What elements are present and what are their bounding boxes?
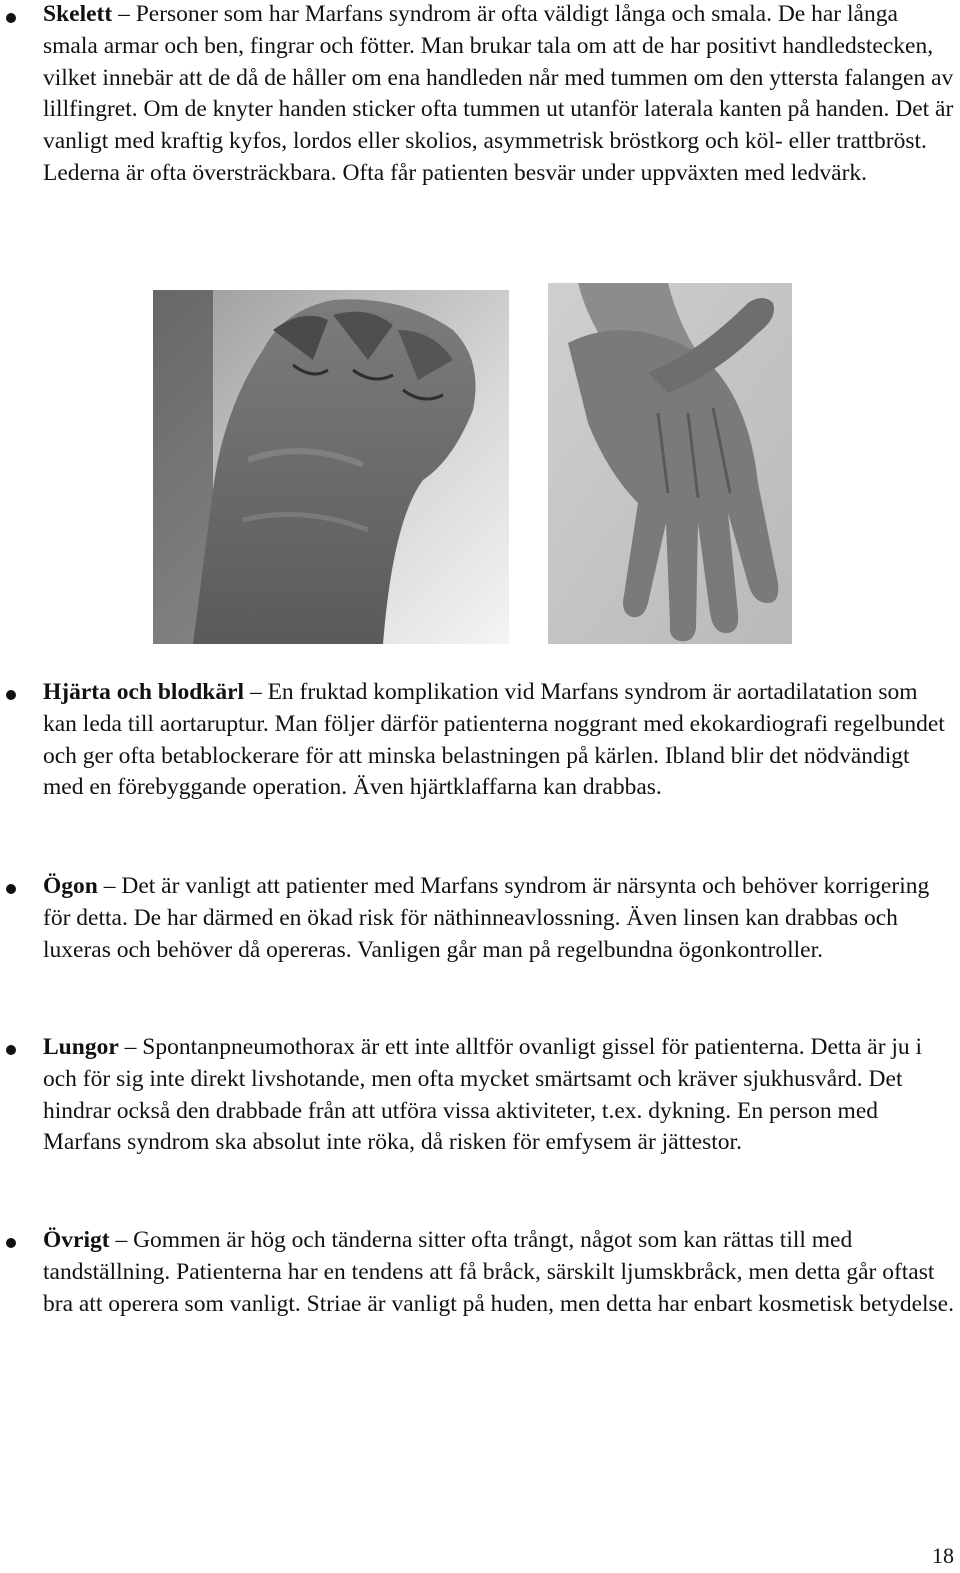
wrist-sign-photo xyxy=(548,283,792,644)
heading-dash: – xyxy=(112,1,136,27)
clenched-hand-photo xyxy=(153,290,509,644)
section-text xyxy=(43,1225,955,1320)
bullet-icon xyxy=(6,1045,16,1055)
section-body: Det är vanligt att patienter med Marfans syndrom är närsynta och behöver korrigering för detta. De har därmed en ökad risk för näthinneavlossning. Även linsen kan drabbas och luxeras och behöver då opereras. Vanligen går man på regelbundna ögonkontroller. xyxy=(43,873,930,963)
bullet-icon xyxy=(6,13,16,23)
bullet-icon xyxy=(6,690,16,700)
section-body: Gommen är hög och tänderna sitter ofta trångt, något som kan rättas till med tandställning. Patienterna har en tendens att få bråck, särskilt ljumskbråck, men detta går oftast bra att operera som vanligt. Striae är vanligt på huden, men detta har enbart kosmetisk betydelse. xyxy=(43,1227,954,1317)
section-heading: Skelett xyxy=(43,1,113,27)
section-body: Spontanpneumothorax är ett inte alltför ovanligt gissel för patienterna. Detta är ju i och för sig inte direkt livshotande, men ofta mycket smärtsamt och kräver sjukhusvård. Det hindrar också den drabbade från att utföra vissa aktiviteter, t.ex. dykning. En person med Marfans syndrom ska absolut inte röka, då risken för emfysem är jättestor. xyxy=(43,1034,923,1156)
heading-dash: – xyxy=(118,1034,143,1060)
heading-dash: – xyxy=(97,873,122,899)
heading-dash: – xyxy=(109,1227,134,1253)
section-body: En fruktad komplikation vid Marfans syndrom är aortadilatation som kan leda till aortaruptur. Man följer därför patienterna noggrant med ekokardiografi regelbundet och ger ofta betablockerare för att minska belastningen på kärlen. Ibland blir det nödvändigt med en förebyggande operation. Även hjärtklaffarna kan drabbas. xyxy=(43,679,945,801)
section-text xyxy=(43,0,955,190)
section-heading: Lungor xyxy=(43,1034,119,1060)
bullet-icon xyxy=(6,1238,16,1248)
section-heading: Hjärta och blodkärl xyxy=(43,679,245,705)
section-heading: Ögon xyxy=(43,873,98,899)
section-heading: Övrigt xyxy=(43,1227,110,1253)
bullet-icon xyxy=(6,884,16,894)
section-body: Personer som har Marfans syndrom är ofta väldigt långa och smala. De har långa smala armar och ben, fingrar och fötter. Man brukar tala om att de har positivt handledstecken, vilket innebär att de då de håller om ena handleden når med tummen om den yttersta falangen av lillfingret. Om de knyter handen sticker ofta tummen ut utanför laterala kanten på handen. Det är vanligt med kraftig kyfos, lordos eller skolios, asymmetrisk bröstkorg och köl- eller trattbröst. Lederna är ofta översträckbara. Ofta får patienten besvär under uppväxten med ledvärk. xyxy=(43,1,954,186)
heading-dash: – xyxy=(244,679,268,705)
section-text xyxy=(43,1032,955,1159)
section-text xyxy=(43,677,955,804)
section-text xyxy=(43,871,955,966)
page-number: 18 xyxy=(932,1543,954,1568)
figure-row xyxy=(0,283,960,645)
